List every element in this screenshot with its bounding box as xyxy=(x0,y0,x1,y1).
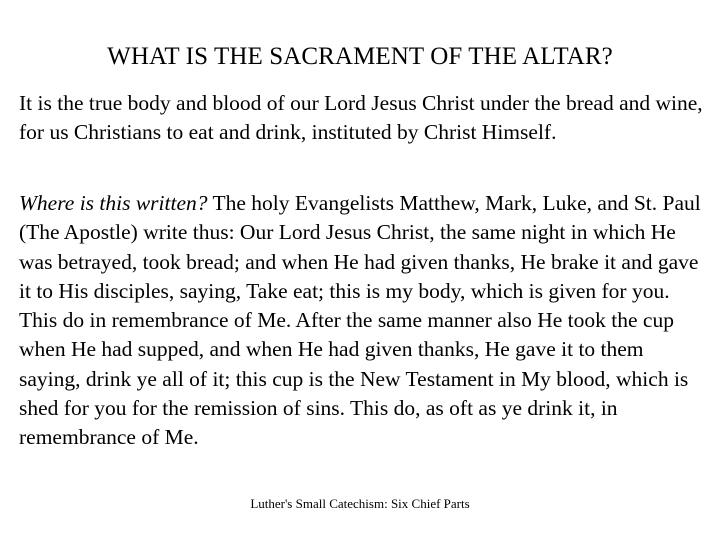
footer-caption: Luther's Small Catechism: Six Chief Parts xyxy=(250,496,470,511)
scripture-paragraph xyxy=(19,189,705,453)
scripture-question: Where is this written? xyxy=(19,191,208,215)
answer-paragraph: It is the true body and blood of our Lord Jesus Christ under the bread and wine, for us Christians to eat and drink, instituted by Christ Himself. xyxy=(19,91,703,145)
scripture-text: The holy Evangelists Matthew, Mark, Luke, and St. Paul (The Apostle) write thus: Our Lord Jesus Christ, the same night in which He was betrayed, took bread; and when He had given thanks, He brake it and gave it to His disciples, saying, Take eat; this is my body, which is given for you. This do in remembrance of Me. After the same manner also He took the cup when He had supped, and when He had given thanks, He gave it to them saying, drink ye all of it; this cup is the New Testament in My blood, which is shed for you for the remission of sins. This do, as oft as ye drink it, in remembrance of Me. xyxy=(19,191,701,450)
page-title: WHAT IS THE SACRAMENT OF THE ALTAR? xyxy=(107,43,613,70)
